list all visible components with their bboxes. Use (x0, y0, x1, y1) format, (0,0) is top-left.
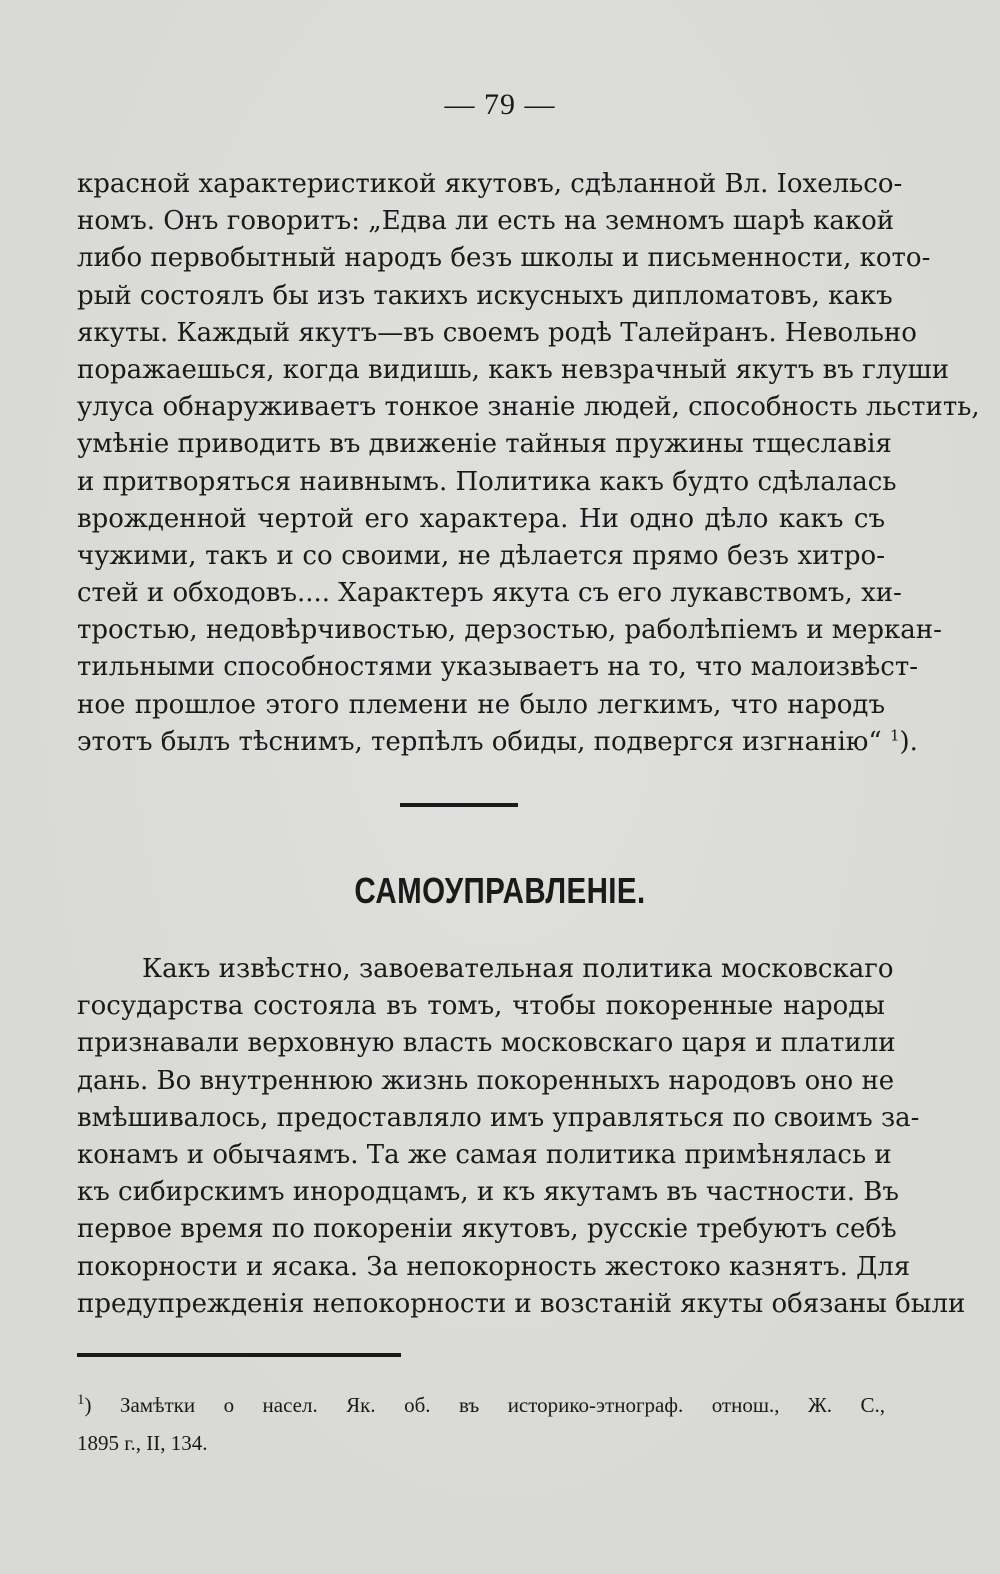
text-line: и притворяться наивнымъ. Политика какъ будто сдѣлалась (77, 466, 897, 497)
page-number: — 79 — (444, 88, 556, 121)
text-line: чужими, такъ и со своими, не дѣлается прямо безъ хитро- (77, 540, 885, 571)
text-line: вмѣшивалось, предоставляло имъ управляться по своимъ за- (77, 1102, 920, 1133)
footnote-line (77, 1386, 885, 1424)
section-divider (400, 803, 518, 807)
text-line: государства состояла въ томъ, чтобы покоренные народы (77, 991, 885, 1022)
text-line: якуты. Каждый якутъ—въ своемъ родѣ Талейранъ. Невольно (77, 317, 917, 348)
text-line: конамъ и обычаямъ. Та же самая политика примѣнялась и (77, 1139, 892, 1170)
text-line: номъ. Онъ говоритъ: „Едва ли есть на земномъ шарѣ какой (77, 206, 895, 237)
text-line: либо первобытный народъ безъ школы и письменности, кото- (77, 243, 931, 274)
text-line: покорности и ясака. За непокорность жестоко казнятъ. Для (77, 1251, 911, 1282)
text-line: къ сибирскимъ инородцамъ, и къ якутамъ въ частности. Въ (77, 1177, 899, 1208)
footnote-divider (77, 1353, 401, 1357)
text-line: признавали верховную власть московскаго царя и платили (77, 1028, 896, 1059)
paragraph-quote (77, 166, 980, 761)
text-line: поражаешься, когда видишь, какъ невзрачный якутъ въ глуши (77, 354, 950, 385)
footnote-line: 1895 г., II, 134. (77, 1431, 208, 1455)
text-line: дань. Во внутреннюю жизнь покоренныхъ народовъ оно не (77, 1065, 895, 1096)
text-line: рый состоялъ бы изъ такихъ искусныхъ дипломатовъ, какъ (77, 280, 893, 311)
text-line: улуса обнаруживаетъ тонкое знаніе людей, способность льстить, (77, 392, 980, 423)
text-line: первое время по покореніи якутовъ, русскіе требуютъ себѣ (77, 1214, 897, 1245)
text-line: Какъ извѣстно, завоевательная политика московскаго (142, 954, 894, 984)
text-line: умѣніе приводить въ движеніе тайныя пружины тщеславія (77, 429, 892, 460)
text-line: предупрежденія непокорности и возстаній якуты обязаны были (77, 1288, 966, 1319)
text-line: ное прошлое этого племени не было легкимъ, что народъ (77, 689, 885, 720)
text-line: тростью, недовѣрчивостью, дерзостью, раболѣпіемъ и меркан- (77, 615, 942, 646)
paragraph-section (77, 951, 966, 1323)
footnote-reference[interactable]: 1 (889, 726, 900, 745)
text-line: врожденной чертой его характера. Ни одно дѣло какъ съ (77, 503, 885, 534)
section-heading: САМОУПРАВЛЕНІЕ. (354, 870, 646, 911)
text-line-content: этотъ былъ тѣснимъ, терпѣлъ обиды, подвергся изгнанію“ (77, 726, 882, 757)
text-line: стей и обходовъ.... Характеръ якута съ его лукавствомъ, хи- (77, 578, 902, 609)
footnote-marker: 1 (77, 1392, 85, 1408)
text-line-last (77, 724, 918, 761)
text-line-tail: ). (899, 726, 918, 757)
footnote-text: ) Замѣтки о насел. Як. об. въ историко-этнограф. отнош., Ж. С., (84, 1393, 885, 1417)
text-line: красной характеристикой якутовъ, сдѣланной Вл. Іохельсо- (77, 169, 903, 199)
footnotes (77, 1386, 885, 1462)
text-line: тильными способностями указываетъ на то, что малоизвѣст- (77, 652, 919, 683)
